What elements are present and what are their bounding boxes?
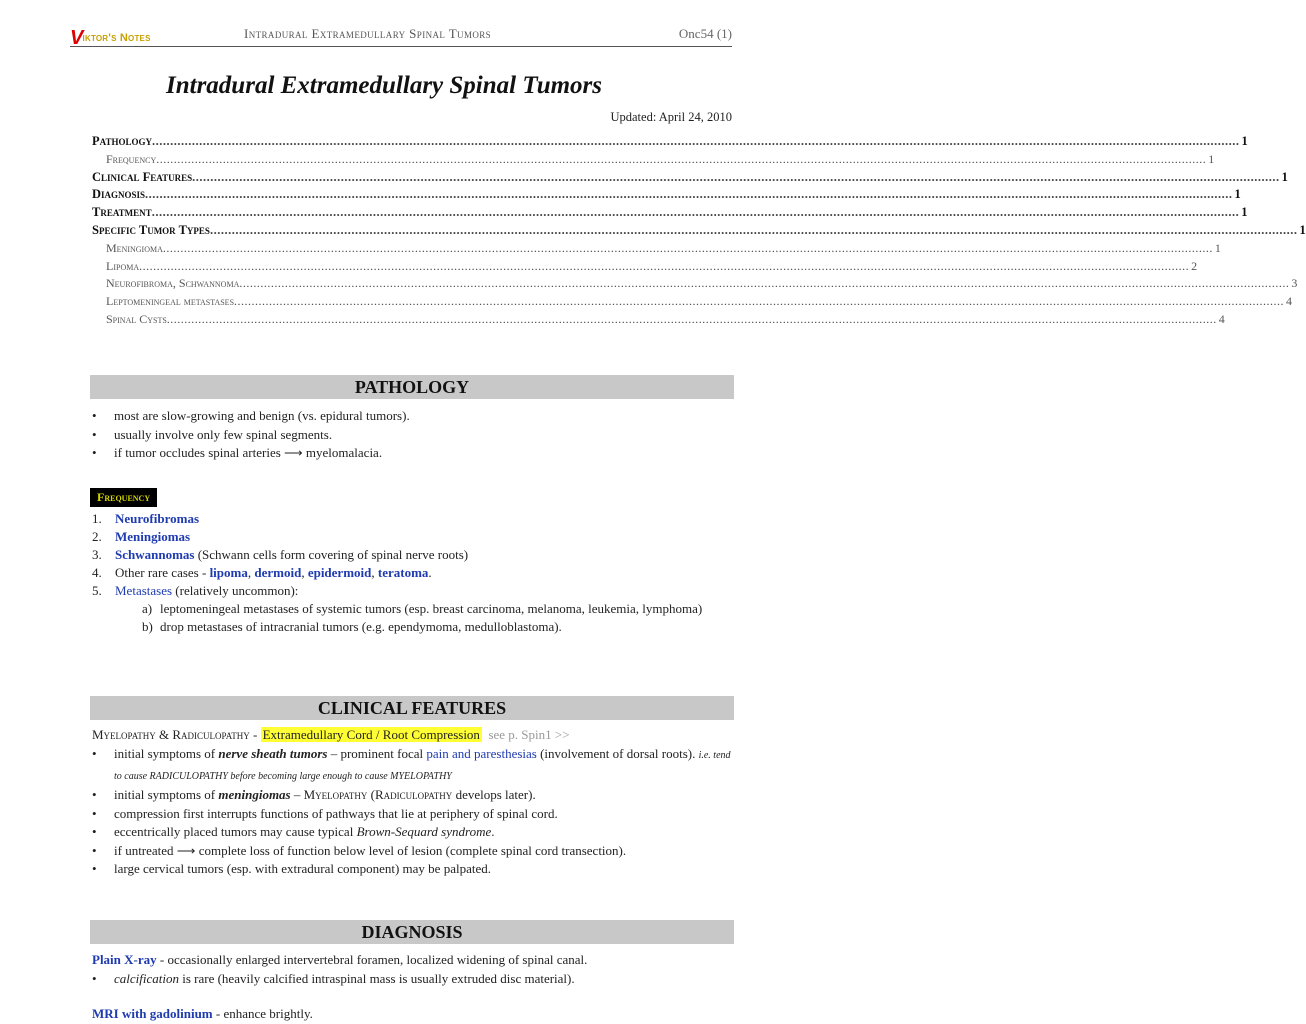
toc-entry[interactable] bbox=[92, 169, 1288, 188]
link-lipoma[interactable]: lipoma bbox=[209, 565, 248, 580]
diagnosis-xray: Plain X-ray - occasionally enlarged intervertebral foramen, localized widening of spinal canal. bbox=[92, 952, 588, 967]
list-item: a) leptomeningeal metastases of systemic tumors (esp. breast carcinoma, melanoma, leukemia, lymphoma) bbox=[142, 601, 703, 616]
list-item: 1. Neurofibromas bbox=[92, 511, 200, 526]
toc-entry-page: 1 bbox=[1299, 222, 1306, 237]
list-item: • initial symptoms of meningiomas – Myelopathy (Radiculopathy develops later). bbox=[92, 787, 536, 802]
toc-entry[interactable] bbox=[92, 258, 1198, 277]
link-plain-xray[interactable]: Plain X-ray bbox=[92, 952, 157, 967]
toc-leader-dots: ............................................................................................................................................................................................................................................................................................................ bbox=[156, 151, 1207, 166]
toc-entry-page: 4 bbox=[1286, 294, 1293, 309]
diagnosis-list bbox=[92, 970, 734, 989]
document-title: Intradural Extramedullary Spinal Tumors bbox=[166, 72, 602, 99]
toc-entry-label: Specific Tumor Types bbox=[92, 222, 210, 237]
toc-leader-dots: ............................................................................................................................................................................................................................................................................................................ bbox=[151, 205, 1240, 220]
toc-entry-label: Diagnosis bbox=[92, 187, 146, 202]
clinical-intro: Myelopathy & Radiculopathy - Extramedullary Cord / Root Compression see p. Spin1 >> bbox=[92, 727, 570, 742]
list-item: b) drop metastases of intracranial tumors (e.g. ependymoma, medulloblastoma). bbox=[142, 619, 562, 634]
diagnosis-mri: MRI with gadolinium - enhance brightly. bbox=[92, 1006, 313, 1021]
link-metastases[interactable]: Metastases bbox=[115, 583, 173, 598]
list-item: • eccentrically placed tumors may cause typical Brown-Sequard syndrome. bbox=[92, 824, 495, 839]
toc-entry[interactable] bbox=[92, 187, 1241, 205]
section-heading-diagnosis: DIAGNOSIS bbox=[90, 920, 734, 944]
toc-entry-page: 1 bbox=[1241, 134, 1248, 148]
list-item: • calcification is rare (heavily calcified intraspinal mass is usually extruded disc material). bbox=[92, 971, 575, 986]
toc-entry-label: Neurofibroma, Schwannoma bbox=[106, 276, 240, 291]
toc-entry[interactable] bbox=[92, 294, 1293, 312]
toc-leader-dots: ............................................................................................................................................................................................................................................................................................................ bbox=[151, 134, 1240, 148]
site-logo: Viktor's Notes bbox=[70, 27, 151, 49]
clinical-list bbox=[92, 745, 734, 879]
toc-entry-page: 1 bbox=[1234, 187, 1241, 202]
list-item: • if tumor occludes spinal arteries ⟶ myelomalacia. bbox=[92, 445, 383, 460]
list-item: 3. Schwannomas (Schwann cells form covering of spinal nerve roots) bbox=[92, 547, 469, 562]
toc-leader-dots: ............................................................................................................................................................................................................................................................................................................ bbox=[239, 276, 1290, 291]
list-item: • compression first interrupts functions of pathways that lie at periphery of spinal cord. bbox=[92, 805, 558, 821]
header-page-ref: Onc54 (1) bbox=[678, 26, 732, 41]
toc-entry-label: Lipoma bbox=[106, 258, 140, 273]
link-mri-gadolinium[interactable]: MRI with gadolinium bbox=[92, 1006, 213, 1021]
toc-entry-label: Leptomeningeal metastases bbox=[106, 294, 235, 309]
see-page-link[interactable]: see p. Spin1 >> bbox=[488, 727, 570, 742]
list-item: • most are slow-growing and benign (vs. epidural tumors). bbox=[92, 408, 410, 423]
toc-entry-label: Treatment bbox=[92, 205, 152, 220]
link-schwannomas[interactable]: Schwannomas bbox=[115, 547, 195, 562]
toc-leader-dots: ............................................................................................................................................................................................................................................................................................................ bbox=[234, 294, 1285, 309]
section-heading-clinical-features: CLINICAL FEATURES bbox=[90, 696, 734, 720]
toc-entry[interactable] bbox=[92, 311, 1225, 330]
toc-entry-page: 1 bbox=[1208, 151, 1215, 166]
list-item: • large cervical tumors (esp. with extradural component) may be palpated. bbox=[92, 861, 491, 876]
list-item: • if untreated ⟶ complete loss of function below level of lesion (complete spinal cord transection). bbox=[92, 842, 627, 858]
toc-entry-page: 3 bbox=[1291, 276, 1298, 291]
toc-leader-dots: ............................................................................................................................................................................................................................................................................................................ bbox=[139, 258, 1190, 273]
updated-date: Updated: April 24, 2010 bbox=[610, 110, 732, 124]
toc-entry-label: Pathology bbox=[92, 134, 152, 148]
toc-entry[interactable] bbox=[92, 240, 1221, 259]
link-teratoma[interactable]: teratoma bbox=[377, 565, 429, 580]
subsection-label-frequency: Frequency bbox=[90, 488, 157, 507]
list-item: • initial symptoms of nerve sheath tumors – prominent focal pain and paresthesias (involvement of dorsal roots). i.e. tend to cause RADICULOPATHY before becoming large enough to cause MYELOPATHY bbox=[92, 746, 731, 782]
toc-entry-label: Clinical Features bbox=[92, 169, 193, 184]
pathology-list bbox=[92, 407, 734, 463]
header-title: Intradural Extramedullary Spinal Tumors bbox=[244, 26, 492, 41]
toc-entry-page: 4 bbox=[1218, 311, 1225, 326]
toc-leader-dots: ............................................................................................................................................................................................................................................................................................................ bbox=[145, 187, 1233, 202]
list-item: 5. Metastases (relatively uncommon): bbox=[92, 583, 299, 598]
link-meningiomas[interactable]: Meningiomas bbox=[115, 529, 191, 544]
toc-entry-page: 2 bbox=[1191, 258, 1198, 273]
toc-entry[interactable] bbox=[92, 134, 1248, 152]
frequency-list bbox=[92, 510, 732, 636]
toc-leader-dots: ............................................................................................................................................................................................................................................................................................................ bbox=[162, 240, 1213, 255]
link-epidermoid[interactable]: epidermoid bbox=[307, 565, 372, 580]
toc-leader-dots: ............................................................................................................................................................................................................................................................................................................ bbox=[166, 311, 1217, 326]
highlight-compression: Extramedullary Cord / Root Compression bbox=[262, 727, 480, 742]
link-neurofibromas[interactable]: Neurofibromas bbox=[115, 511, 200, 526]
toc-entry-page: 1 bbox=[1241, 205, 1248, 220]
list-item: 4. Other rare cases - lipoma, dermoid, epidermoid, teratoma. bbox=[92, 565, 432, 580]
toc-entry-label: Spinal Cysts bbox=[106, 311, 167, 326]
section-heading-pathology: PATHOLOGY bbox=[90, 375, 734, 399]
link-dermoid[interactable]: dermoid bbox=[254, 565, 302, 580]
list-item: 2. Meningiomas bbox=[92, 529, 191, 544]
toc-leader-dots: ............................................................................................................................................................................................................................................................................................................ bbox=[192, 169, 1280, 184]
running-header bbox=[70, 22, 732, 47]
toc-entry-page: 1 bbox=[1214, 240, 1221, 255]
toc-entry-label: Frequency bbox=[106, 151, 157, 166]
toc-entry[interactable] bbox=[92, 222, 1306, 241]
toc-leader-dots: ............................................................................................................................................................................................................................................................................................................ bbox=[209, 222, 1298, 237]
toc-entry[interactable] bbox=[92, 205, 1248, 223]
toc-entry-label: Meningioma bbox=[106, 240, 163, 255]
toc-entry[interactable] bbox=[92, 276, 1298, 294]
list-item: • usually involve only few spinal segments. bbox=[92, 426, 333, 442]
table-of-contents bbox=[92, 134, 1306, 330]
toc-entry[interactable] bbox=[92, 151, 1215, 170]
toc-entry-page: 1 bbox=[1281, 169, 1288, 184]
